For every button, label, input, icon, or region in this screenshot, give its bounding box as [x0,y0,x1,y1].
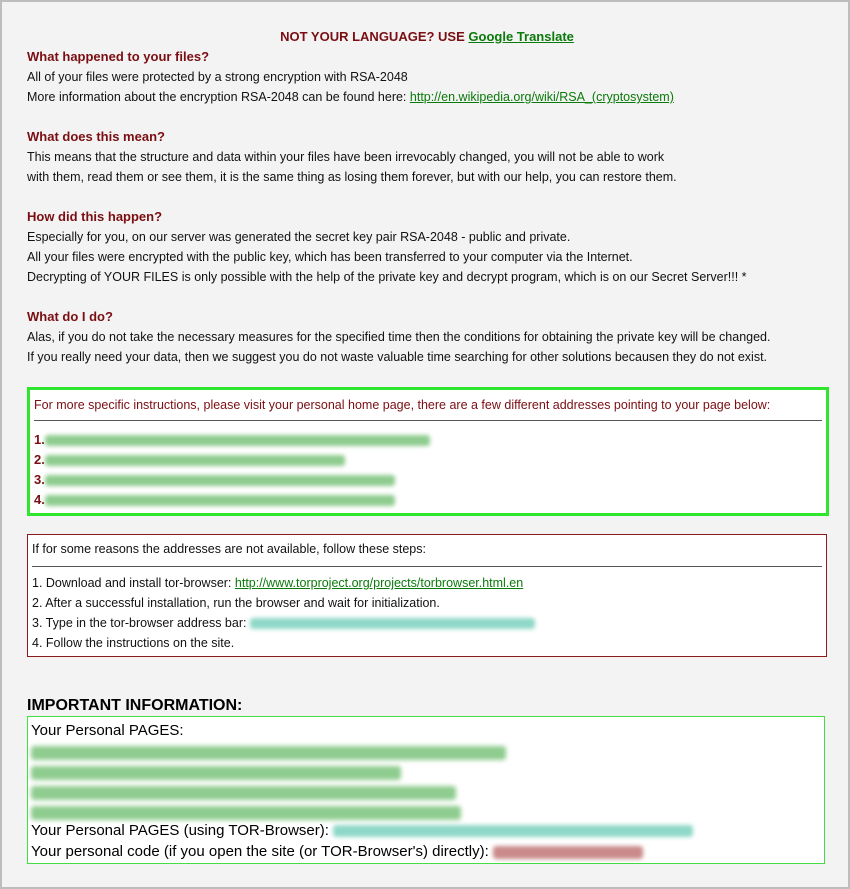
section-heading: What does this mean? [27,129,165,144]
addresses-intro: For more specific instructions, please visit your personal home page, there are a few different addresses pointing to your page below: [34,398,771,412]
section-text-prefix: More information about the encryption RSA-2048 can be found here: [27,90,407,104]
section-what-happened [27,47,827,107]
redacted-personal-page[interactable] [31,786,456,800]
section-heading: How did this happen? [27,209,163,224]
redacted-personal-page[interactable] [31,766,401,780]
section-text: If you really need your data, then we suggest you do not waste valuable time searching for other solutions becausen they do not exist. [27,350,768,364]
section-text [27,87,827,107]
tor-step [32,573,523,593]
address-item[interactable] [34,470,395,490]
section-text: All of your files were protected by a strong encryption with RSA-2048 [27,70,408,84]
address-number: 4. [34,492,45,507]
tor-step: 2. After a successful installation, run the browser and wait for initialization. [32,596,440,610]
address-number: 1. [34,432,45,447]
tor-instructions-box [27,534,827,657]
section-text: with them, read them or see them, it is the same thing as losing them forever, but with our help, you can restore them. [27,170,677,184]
redacted-tor-page[interactable] [333,825,693,837]
tor-intro: If for some reasons the addresses are not available, follow these steps: [32,542,426,556]
personal-code-label: Your personal code (if you open the site (or TOR-Browser's) directly): [31,843,489,860]
important-info-box [27,716,825,864]
section-text: Alas, if you do not take the necessary measures for the specified time then the conditions for obtaining the private key will be changed. [27,330,771,344]
personal-code-row [31,842,643,862]
redacted-address[interactable] [45,475,395,486]
section-heading: What do I do? [27,309,113,324]
section-text: This means that the structure and data within your files have been irrevocably changed, you will not be able to work [27,150,665,164]
important-heading: IMPORTANT INFORMATION: [27,697,243,714]
language-banner [27,29,827,44]
section-heading: What happened to your files? [27,49,210,64]
section-what-does-this-mean [27,127,827,187]
redacted-address[interactable] [45,435,430,446]
section-how-did-this-happen [27,207,827,287]
address-item[interactable] [34,430,430,450]
redacted-address[interactable] [45,495,395,506]
section-text: Decrypting of YOUR FILES is only possible with the help of the private key and decrypt program, which is on our Secret Server!!! * [27,270,747,284]
torproject-link[interactable]: http://www.torproject.org/projects/torbrowser.html.en [234,576,524,590]
redacted-address[interactable] [45,455,345,466]
section-text: All your files were encrypted with the public key, which has been transferred to your computer via the Internet. [27,250,633,264]
address-item[interactable] [34,490,395,510]
language-prompt: NOT YOUR LANGUAGE? USE [280,29,465,44]
personal-addresses-box [27,387,829,516]
address-number: 3. [34,472,45,487]
google-translate-link[interactable]: Google Translate [468,29,574,44]
tor-pages-row [31,821,693,841]
step-text: 3. Type in the tor-browser address bar: [32,616,247,630]
section-text: Especially for you, on our server was generated the secret key pair RSA-2048 - public and private. [27,230,571,244]
redacted-personal-page[interactable] [31,746,506,760]
redacted-personal-page[interactable] [31,806,461,820]
divider [32,566,822,567]
step-text: 1. Download and install tor-browser: [32,576,232,590]
redacted-personal-code [493,846,643,859]
address-item[interactable] [34,450,345,470]
redacted-tor-address[interactable] [250,618,535,629]
tor-step: 4. Follow the instructions on the site. [32,636,235,650]
tor-pages-label: Your Personal PAGES (using TOR-Browser): [31,822,329,839]
tor-step [32,613,535,633]
section-what-do-i-do [27,307,827,367]
personal-pages-label: Your Personal PAGES: [31,722,184,739]
wikipedia-link[interactable]: http://en.wikipedia.org/wiki/RSA_(cryptosystem) [409,90,674,104]
address-number: 2. [34,452,45,467]
divider [34,420,822,421]
